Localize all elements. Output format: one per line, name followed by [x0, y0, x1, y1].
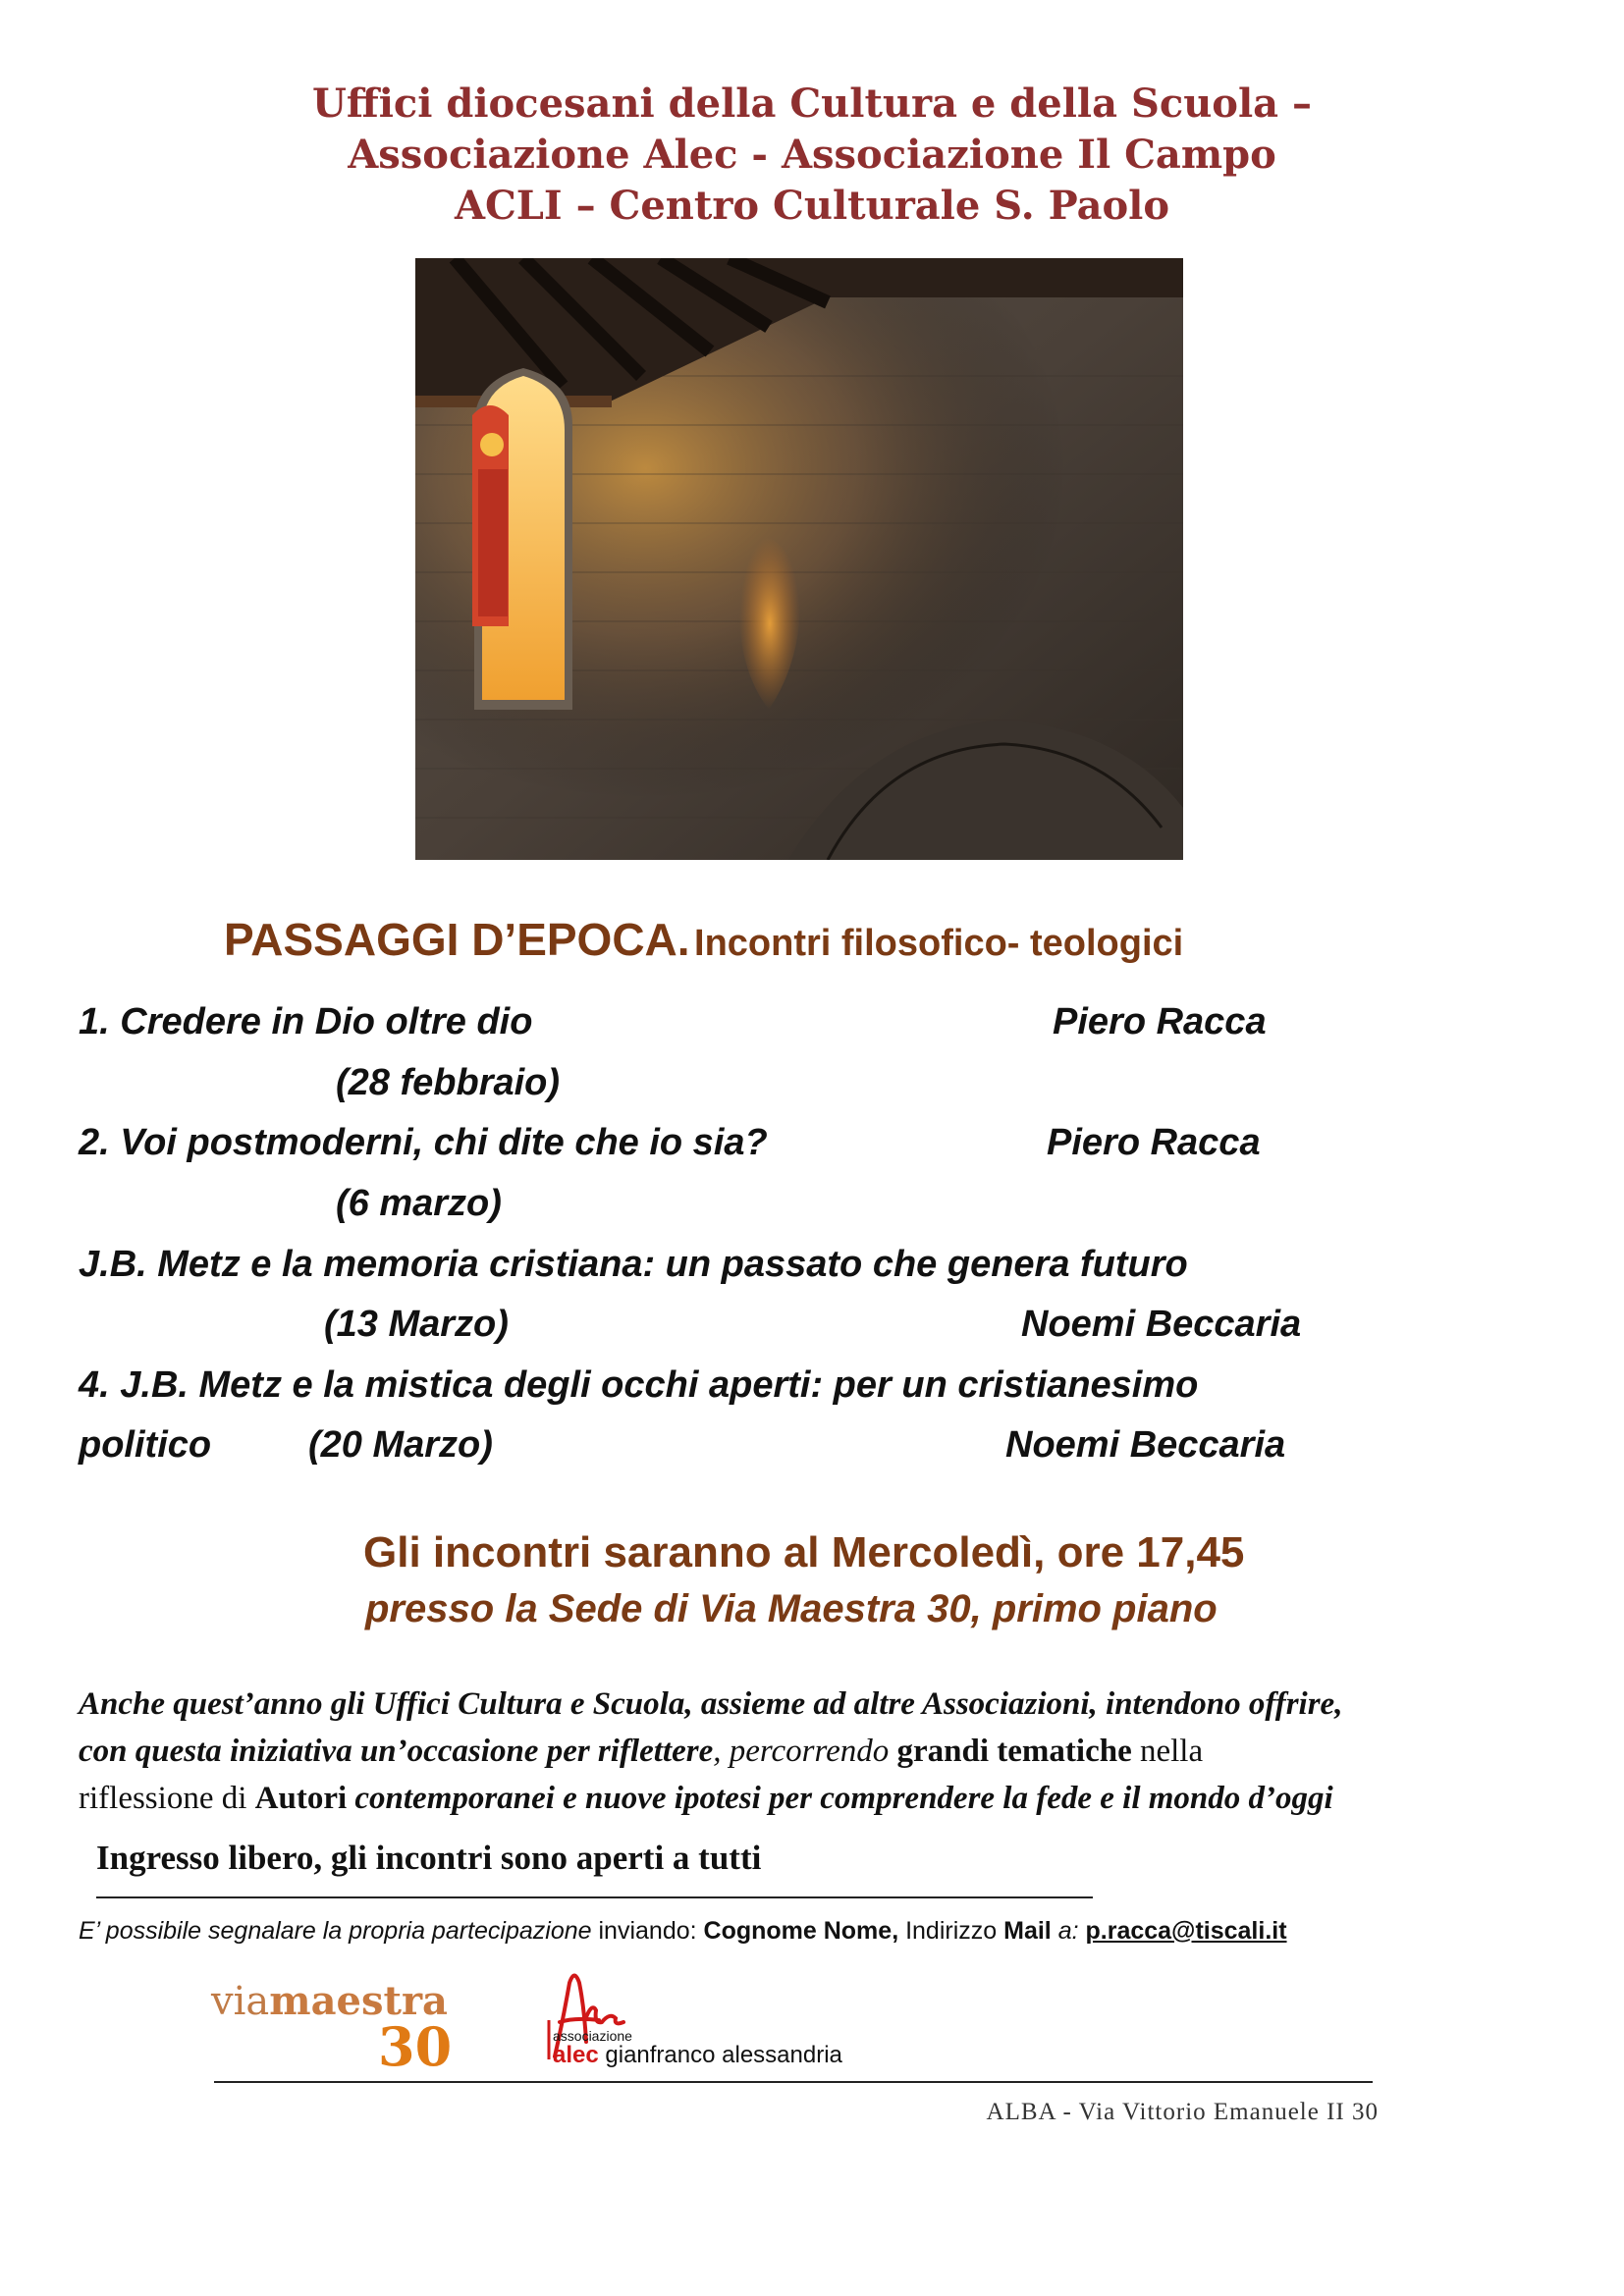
description-l2d: nella	[1131, 1734, 1204, 1769]
alec-full-name: gianfranco alessandria	[605, 2042, 842, 2068]
description-l3c: contemporanei e nuove ipotesi per comprendere la fede e il mondo d’oggi	[347, 1781, 1333, 1816]
event-3-speaker: Noemi Beccaria	[1021, 1304, 1302, 1345]
viamaestra-number: 30	[378, 2015, 453, 2078]
event-2-date: (6 marzo)	[336, 1183, 502, 1224]
signup-note	[79, 1917, 1287, 1946]
title-sub: Incontri filosofico- teologici	[694, 923, 1184, 964]
description-l3a: riflessione di	[79, 1781, 255, 1816]
description-l2c: grandi tematiche	[896, 1734, 1132, 1769]
header-line-1: Uffici diocesani della Cultura e della Scuola –	[312, 80, 1312, 127]
description-line-3	[79, 1775, 1532, 1822]
signup-e: Mail	[1003, 1917, 1052, 1945]
schedule-when: Gli incontri saranno al Mercoledì, ore 17,45	[363, 1528, 1245, 1576]
event-4-speaker: Noemi Beccaria	[1005, 1424, 1286, 1466]
header-line-2: Associazione Alec - Associazione Il Campo	[348, 132, 1276, 178]
alec-logo	[525, 1963, 957, 2071]
signup-b: inviando:	[591, 1917, 704, 1945]
signup-d: Indirizzo	[898, 1917, 1004, 1945]
event-4-title-cont: politico	[79, 1424, 212, 1466]
signup-f: a:	[1051, 1917, 1086, 1945]
alec-small-label: associazione	[553, 2028, 632, 2044]
viamaestra-via: via	[211, 1979, 270, 2024]
signup-email-link[interactable]: p.racca@tiscali.it	[1085, 1917, 1287, 1945]
description-line-2	[79, 1728, 1532, 1775]
viamaestra-maestra: maestra	[269, 1978, 448, 2024]
signup-c: Cognome Nome,	[703, 1917, 899, 1945]
free-entry-note: Ingresso libero, gli incontri sono aperti a tutti	[96, 1839, 762, 1877]
viamaestra-logo	[211, 1978, 476, 2076]
event-2-title: 2. Voi postmoderni, chi dite che io sia?	[79, 1122, 768, 1163]
event-3-title: J.B. Metz e la memoria cristiana: un passato che genera futuro	[79, 1244, 1188, 1285]
description-l2b: , percorrendo	[713, 1734, 890, 1769]
divider-2	[214, 2081, 1373, 2083]
event-1-date: (28 febbraio)	[336, 1062, 561, 1103]
event-3-date: (13 Marzo)	[324, 1304, 509, 1345]
divider-1	[96, 1896, 1093, 1898]
event-1-speaker: Piero Racca	[1053, 1001, 1267, 1042]
description-l3b: Autori	[254, 1781, 348, 1816]
signup-a: E’ possibile segnalare la propria partecipazione	[79, 1917, 592, 1945]
event-2-speaker: Piero Racca	[1047, 1122, 1261, 1163]
schedule-where: presso la Sede di Via Maestra 30, primo piano	[365, 1587, 1218, 1630]
event-series-title	[224, 913, 1183, 966]
description-l2a: con questa iniziativa un’occasione per riflettere	[79, 1734, 714, 1769]
header-line-3: ACLI – Centro Culturale S. Paolo	[454, 183, 1170, 229]
event-1-title: 1. Credere in Dio oltre dio	[79, 1001, 533, 1042]
description-line-1: Anche quest’anno gli Uffici Cultura e Scuola, assieme ad altre Associazioni, intendono offrire,	[79, 1686, 1343, 1722]
description-paragraph	[79, 1681, 1532, 1822]
footer-address: ALBA - Via Vittorio Emanuele II 30	[986, 2099, 1379, 2125]
church-window-photo	[415, 258, 1183, 860]
event-4-title: 4. J.B. Metz e la mistica degli occhi aperti: per un cristianesimo	[79, 1364, 1199, 1406]
event-4-date: (20 Marzo)	[308, 1424, 493, 1466]
title-main: PASSAGGI D’EPOCA.	[224, 914, 690, 965]
alec-name: alec	[553, 2042, 599, 2068]
